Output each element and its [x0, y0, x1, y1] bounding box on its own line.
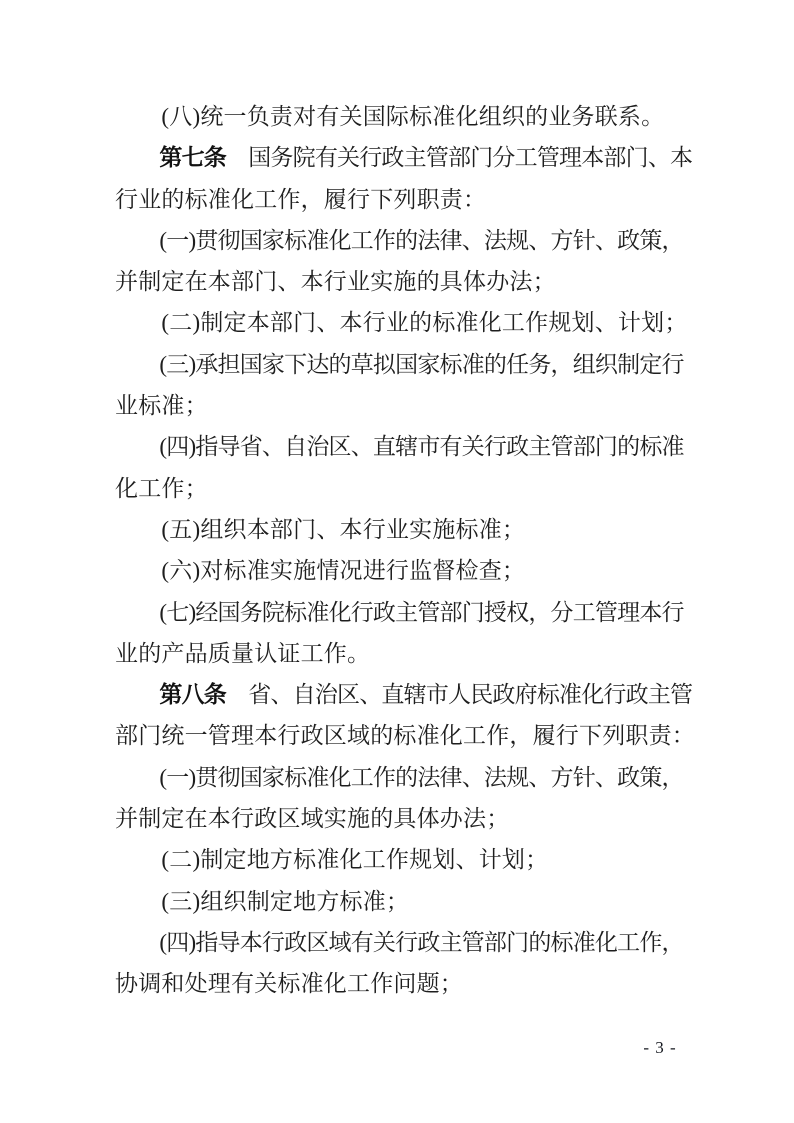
document-line [115, 839, 697, 880]
text-segment: (八)统一负责对有关国际标准化组织的业务联系。 [115, 104, 665, 129]
document-line [115, 179, 697, 220]
document-line [115, 881, 697, 922]
text-segment: 化工作； [115, 475, 208, 501]
text-segment: 国务院有关行政主管部门分工管理本部门、本 [226, 145, 693, 171]
text-segment: (五)组织本部门、本行业实施标准； [115, 516, 526, 542]
text-segment [115, 682, 159, 707]
page-number: - 3 - [643, 1038, 677, 1057]
text-segment: 部门统一管理本行政区域的标准化工作，履行下列职责： [115, 723, 695, 749]
document-line [115, 798, 697, 839]
document-line [115, 468, 697, 509]
text-segment: (四)指导省、自治区、直辖市有关行政主管部门的标准 [115, 434, 684, 460]
text-segment: (三)组织制定地方标准； [115, 888, 410, 914]
document-line [115, 715, 697, 756]
document-line [115, 509, 697, 550]
text-segment: (四)指导本行政区域有关行政主管部门的标准化工作， [115, 929, 684, 955]
text-segment: (一)贯彻国家标准化工作的法律、法规、方针、政策， [115, 764, 684, 790]
text-segment: 并制定在本行政区域实施的具体办法； [115, 806, 510, 832]
text-segment: (三)承担国家下达的草拟国家标准的任务，组织制定行 [115, 351, 684, 377]
text-segment: 协调和处理有关标准化工作问题； [115, 971, 463, 997]
text-segment: (二)制定本部门、本行业的标准化工作规划、计划； [115, 310, 688, 336]
document-line [115, 302, 697, 343]
document-line [115, 261, 697, 302]
text-segment [115, 145, 159, 170]
document-line [115, 220, 697, 261]
document-line [115, 385, 697, 426]
document-line [115, 96, 697, 137]
document-line [115, 137, 697, 178]
article-number-heading: 第七条 [159, 145, 227, 171]
document-line [115, 633, 697, 674]
document-line [115, 922, 697, 963]
document-line [115, 344, 697, 385]
text-segment: (七)经国务院标准化行政主管部门授权，分工管理本行 [115, 599, 684, 625]
document-line [115, 963, 697, 1004]
text-segment: 省、自治区、直辖市人民政府标准化行政主管 [226, 682, 693, 708]
article-number-heading: 第八条 [159, 682, 227, 708]
document-line [115, 550, 697, 591]
document-line [115, 674, 697, 715]
document-body [115, 96, 697, 1005]
text-segment: 业的产品质量认证工作。 [115, 640, 371, 666]
document-line [115, 592, 697, 633]
document-line [115, 757, 697, 798]
document-line [115, 426, 697, 467]
text-segment: 行业的标准化工作，履行下列职责： [115, 186, 487, 212]
text-segment: (二)制定地方标准化工作规划、计划； [115, 847, 549, 873]
text-segment: 业标准； [115, 393, 208, 419]
text-segment: (六)对标准实施情况进行监督检查； [115, 558, 526, 584]
text-segment: (一)贯彻国家标准化工作的法律、法规、方针、政策， [115, 227, 684, 253]
text-segment: 并制定在本部门、本行业实施的具体办法； [115, 269, 556, 295]
